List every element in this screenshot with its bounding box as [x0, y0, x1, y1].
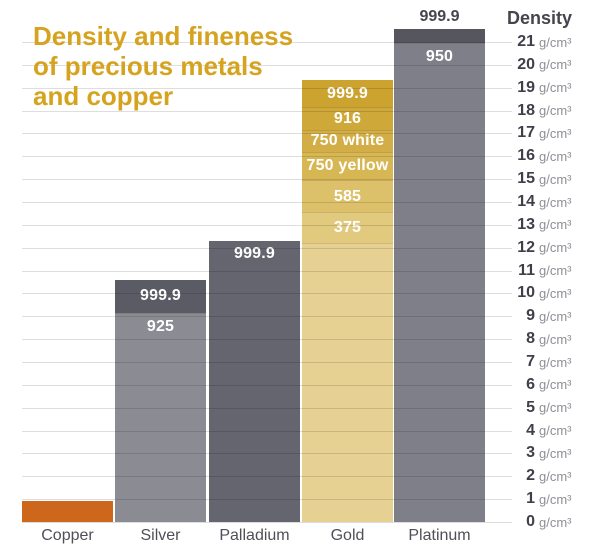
tick-value: 13 [517, 215, 535, 233]
y-axis-tick [505, 467, 572, 485]
segment-label: 585 [333, 187, 362, 205]
tick-unit: g/cm³ [539, 148, 572, 164]
y-axis-tick [505, 376, 572, 394]
y-axis-tick [505, 307, 572, 325]
tick-value: 21 [517, 33, 535, 50]
y-axis-tick [505, 353, 572, 371]
bar-segment [22, 501, 113, 522]
x-axis-label: Silver [140, 527, 181, 544]
gridline [22, 316, 512, 317]
y-axis-tick [505, 330, 572, 348]
tick-unit: g/cm³ [539, 80, 572, 96]
tick-unit: g/cm³ [539, 103, 572, 119]
x-axis-label: Copper [41, 527, 94, 544]
tick-unit: g/cm³ [539, 308, 572, 324]
tick-value: 8 [526, 330, 535, 348]
y-axis-tick [505, 193, 572, 211]
gridline [22, 476, 512, 477]
tick-unit: g/cm³ [539, 34, 572, 50]
tick-value: 9 [526, 307, 535, 325]
segment-label: 916 [333, 110, 362, 128]
tick-value: 15 [517, 170, 535, 188]
y-axis-tick [505, 79, 572, 97]
gridline [22, 522, 512, 523]
segment-label: 750 white [310, 132, 385, 150]
tick-unit: g/cm³ [539, 125, 572, 141]
segment-label: 999.9 [326, 84, 369, 102]
gridline [22, 202, 512, 203]
tick-unit: g/cm³ [539, 491, 572, 507]
gridline [22, 156, 512, 157]
x-axis-label: Palladium [219, 527, 290, 544]
tick-unit: g/cm³ [539, 377, 572, 393]
chart-title-line-3: and copper [33, 81, 174, 111]
tick-value: 0 [526, 513, 535, 530]
tick-value: 4 [526, 421, 535, 439]
gridline [22, 339, 512, 340]
chart-title-line-1: Density and fineness [33, 21, 294, 51]
y-axis-tick [505, 216, 572, 234]
gridline [22, 293, 512, 294]
gridline [22, 248, 512, 249]
tick-value: 3 [526, 444, 535, 462]
gridline [22, 133, 512, 134]
tick-value: 17 [517, 124, 535, 142]
tick-value: 6 [526, 375, 535, 393]
bar-segment [302, 180, 393, 212]
y-axis-tick [505, 124, 572, 142]
tick-unit: g/cm³ [539, 445, 572, 461]
segment-label: 750 yellow [306, 157, 389, 175]
gridline [22, 271, 512, 272]
segment-label: 925 [146, 317, 175, 335]
chart-title [33, 21, 293, 111]
bar-top-label: 999.9 [419, 8, 460, 26]
y-axis-tick [505, 444, 572, 462]
bar-platinum [394, 29, 485, 522]
tick-unit: g/cm³ [539, 423, 572, 439]
x-axis-label: Platinum [408, 527, 471, 544]
tick-unit: g/cm³ [539, 240, 572, 256]
tick-value: 16 [517, 147, 535, 165]
y-axis-tick [505, 284, 572, 302]
tick-unit: g/cm³ [539, 468, 572, 484]
gridline [22, 499, 512, 500]
y-axis-tick [505, 239, 572, 257]
y-axis-tick [505, 513, 572, 531]
tick-unit: g/cm³ [539, 400, 572, 416]
tick-unit: g/cm³ [539, 285, 572, 301]
gridline [22, 362, 512, 363]
x-axis-label: Gold [330, 527, 365, 544]
tick-unit: g/cm³ [539, 354, 572, 370]
tick-value: 12 [517, 238, 535, 256]
bar-segment [302, 243, 393, 522]
tick-value: 19 [517, 78, 535, 96]
gridline [22, 385, 512, 386]
tick-value: 11 [518, 261, 535, 279]
y-axis-tick [505, 170, 572, 188]
chart-title-line-2: of precious metals [33, 51, 263, 81]
gridline [22, 179, 512, 180]
tick-value: 14 [517, 193, 535, 210]
tick-value: 18 [517, 101, 535, 119]
tick-value: 5 [526, 398, 535, 416]
tick-unit: g/cm³ [539, 217, 572, 233]
y-axis-title: Density [507, 8, 573, 28]
y-axis-tick [505, 147, 572, 165]
gridline [22, 453, 512, 454]
y-axis-tick [505, 399, 572, 417]
tick-value: 10 [517, 284, 535, 302]
gridline [22, 408, 512, 409]
gridline [22, 431, 512, 432]
tick-unit: g/cm³ [539, 57, 572, 73]
tick-unit: g/cm³ [539, 263, 572, 279]
y-axis-tick [505, 490, 572, 508]
tick-value: 7 [526, 353, 535, 370]
segment-label: 375 [333, 219, 362, 237]
bar-segment [302, 212, 393, 243]
tick-unit: g/cm³ [539, 194, 572, 210]
bar-gold [302, 80, 393, 522]
tick-unit: g/cm³ [539, 331, 572, 347]
y-axis-tick [505, 422, 572, 440]
bar-segment [115, 313, 206, 522]
tick-value: 20 [517, 55, 535, 73]
gridline [22, 225, 512, 226]
tick-unit: g/cm³ [539, 514, 572, 530]
tick-unit: g/cm³ [539, 171, 572, 187]
tick-value: 2 [526, 467, 535, 485]
segment-label: 999.9 [233, 244, 276, 262]
segment-label: 999.9 [139, 287, 182, 305]
bar-segment [115, 280, 206, 313]
bar-copper [22, 501, 113, 522]
y-axis-tick [505, 262, 572, 280]
tick-value: 1 [526, 490, 535, 508]
bar-segment [302, 80, 393, 107]
segment-label: 950 [425, 48, 454, 66]
y-axis-tick [505, 102, 572, 120]
bar-segment [209, 241, 300, 522]
y-axis-tick [505, 56, 572, 74]
bar-segment [394, 43, 485, 522]
y-axis-tick [505, 33, 572, 51]
bar-palladium [209, 241, 300, 522]
